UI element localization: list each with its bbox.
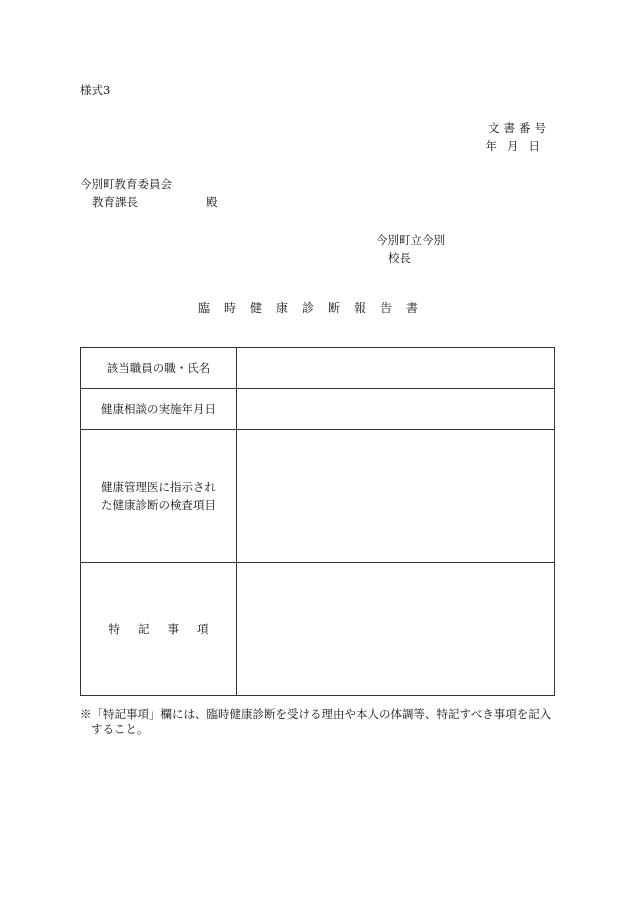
report-table xyxy=(80,347,555,696)
table-row xyxy=(81,389,555,430)
footnote-line1: ※「特記事項」欄には、臨時健康診断を受ける理由や本人の体調等、特記すべき事項を記入 xyxy=(80,707,552,721)
document-title: 臨時健康診断報告書 xyxy=(197,301,432,315)
footnote xyxy=(80,707,551,737)
special-notes-field[interactable] xyxy=(237,563,555,696)
sender-school: 今別町立今別 xyxy=(376,233,445,247)
row-label-staff-name: 該当職員の職・氏名 xyxy=(81,348,237,389)
consultation-date-field[interactable] xyxy=(237,389,555,430)
exam-items-field[interactable] xyxy=(237,430,555,563)
document-date-label: 年月日 xyxy=(485,139,550,153)
document-number-label: 文書番号 xyxy=(488,121,550,135)
row-label-exam-items-line2: た健康診断の検査項目 xyxy=(101,498,216,512)
row-label-consultation-date: 健康相談の実施年月日 xyxy=(81,389,237,430)
staff-name-field[interactable] xyxy=(237,348,555,389)
recipient-honorific: 殿 xyxy=(206,195,218,209)
row-label-exam-items xyxy=(81,430,237,563)
sender-title: 校長 xyxy=(388,251,411,265)
recipient-organization: 今別町教育委員会 xyxy=(80,177,172,191)
row-label-special-notes-text: 特記事項 xyxy=(108,622,227,636)
recipient-title: 教育課長 xyxy=(92,195,138,209)
row-label-exam-items-line1: 健康管理医に指示され xyxy=(101,480,216,494)
table-row xyxy=(81,430,555,563)
form-number: 様式3 xyxy=(80,83,111,97)
table-row xyxy=(81,563,555,696)
footnote-line2: すること。 xyxy=(91,722,149,736)
row-label-special-notes xyxy=(81,563,237,696)
table-row xyxy=(81,348,555,389)
